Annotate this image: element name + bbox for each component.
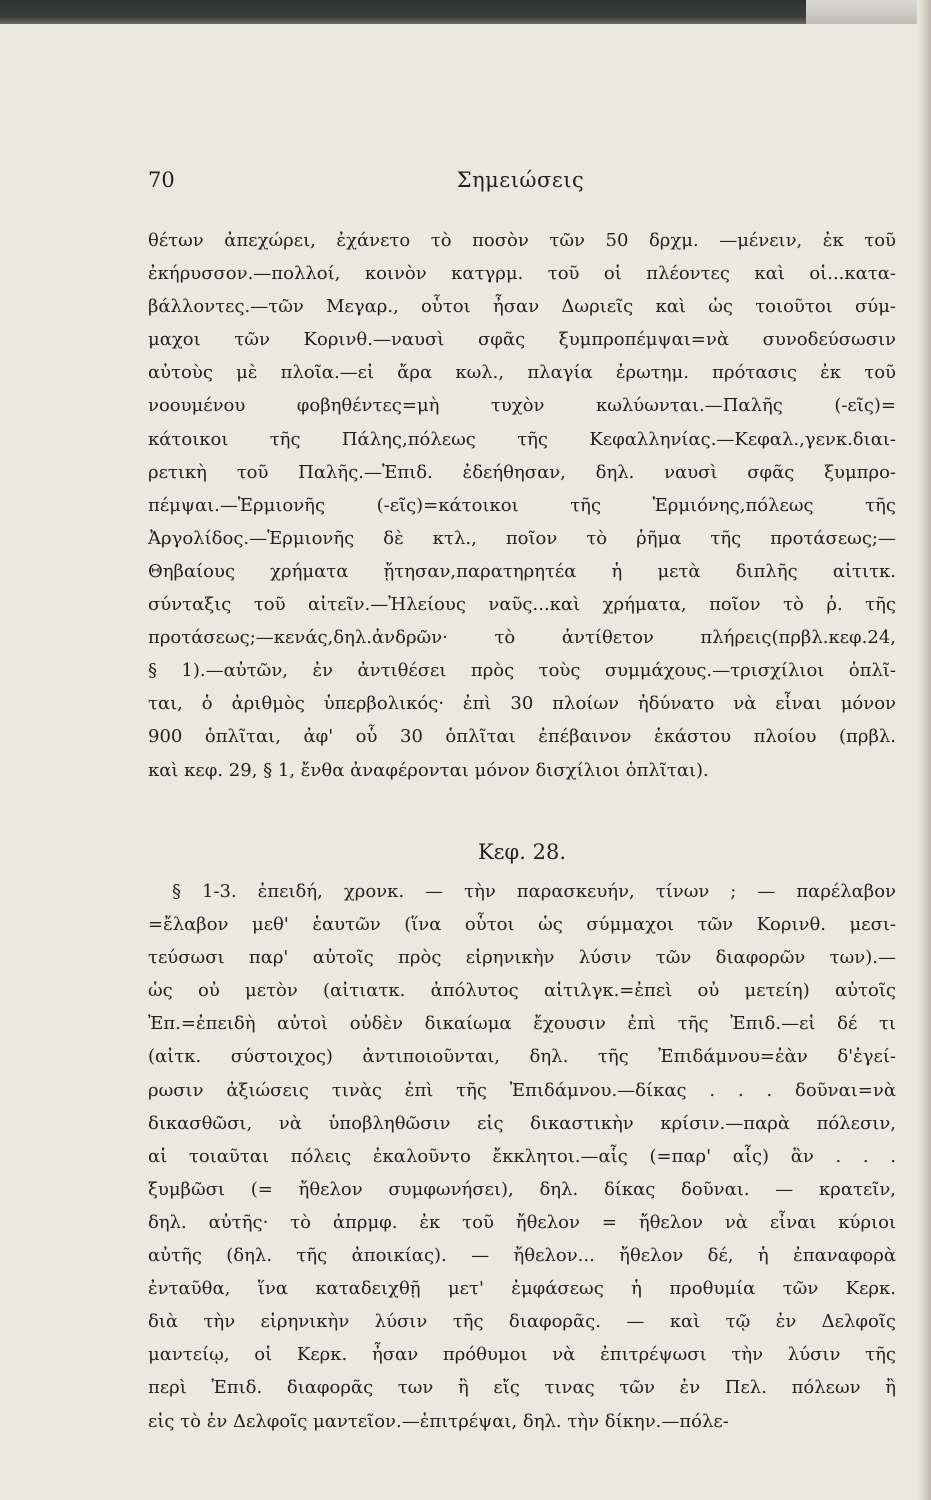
text-line: § 1-3. ἐπειδή, χρονκ. — τὴν παρασκευήν, τίνων ; — παρέλαβον bbox=[172, 881, 896, 902]
text-line: κάτοικοι τῆς Πάλης,πόλεως τῆς Κεφαλληνίας.—Κεφαλ.,γενκ.διαι- bbox=[148, 428, 896, 450]
scan-top-notch bbox=[806, 0, 931, 24]
text-line: πέμψαι.—Ἑρμιονῆς (-εῖς)=κάτοικοι τῆς Ἑρμιόνης,πόλεως τῆς bbox=[148, 494, 896, 516]
text-line: νοουμένου φοβηθέντες=μὴ τυχὸν κωλύωνται.—Παλῆς (-εῖς)= bbox=[148, 395, 896, 417]
text-line: ξυμβῶσι (= ἤθελον συμφωνήσει), δηλ. δίκας δοῦναι. — κρατεῖν, bbox=[148, 1178, 896, 1200]
text-line: ται, ὁ ἀριθμὸς ὑπερβολικός· ἐπὶ 30 πλοίων ἠδύνατο νὰ εἶναι μόνον bbox=[148, 693, 896, 715]
text-line: προτάσεως;—κενάς,δηλ.ἀνδρῶν· τὸ ἀντίθετον πλήρεις(πρβλ.κεφ.24, bbox=[148, 627, 896, 649]
text-line: 900 ὁπλῖται, ἀφ' οὗ 30 ὁπλῖται ἐπέβαινον ἑκάστου πλοίου (πρβλ. bbox=[148, 726, 896, 748]
text-line: περὶ Ἐπιδ. διαφορᾶς των ἢ εἴς τινας τῶν ἐν Πελ. πόλεων ἢ bbox=[148, 1377, 896, 1399]
text-line: § 1).—αὐτῶν, ἐν ἀντιθέσει πρὸς τοὺς συμμάχους.—τρισχίλιοι ὁπλῖ- bbox=[148, 660, 896, 682]
text-line: βάλλοντες.—τῶν Μεγαρ., οὗτοι ἦσαν Δωριεῖς καὶ ὡς τοιοῦτοι σύμ- bbox=[148, 296, 896, 318]
text-line: καὶ κεφ. 29, § 1, ἔνθα ἀναφέρονται μόνον δισχίλιοι ὁπλῖται). bbox=[148, 759, 709, 781]
text-line: αὐτῆς (δηλ. τῆς ἀποικίας). — ἤθελον... ἤθελον δέ, ἡ ἐπαναφορὰ bbox=[148, 1245, 896, 1267]
text-line: διὰ τὴν εἰρηνικὴν λύσιν τῆς διαφορᾶς. — καὶ τῷ ἐν Δελφοῖς bbox=[148, 1311, 896, 1333]
text-line: ὡς οὐ μετὸν (αἰτιατκ. ἀπόλυτος αἰτιλγκ.=ἐπεὶ οὐ μετείη) αὐτοῖς bbox=[148, 980, 896, 1002]
text-line: ἐκήρυσσον.—πολλοί, κοινὸν κατγρμ. τοῦ οἱ πλέοντες καὶ οἱ...κατα- bbox=[148, 263, 896, 285]
text-line: ρετικὴ τοῦ Παλῆς.—Ἐπιδ. ἐδεήθησαν, δηλ. ναυσὶ σφᾶς ξυμπρο- bbox=[148, 461, 896, 483]
text-line: τεύσωσι παρ' αὐτοῖς πρὸς εἰρηνικὴν λύσιν τῶν διαφορῶν των).— bbox=[148, 947, 896, 969]
text-line: αἱ τοιαῦται πόλεις ἐκαλοῦντο ἔκκλητοι.—αἷς (=παρ' αἷς) ἂν . . . bbox=[148, 1145, 896, 1167]
text-line: μαντείῳ, οἱ Κερκ. ἦσαν πρόθυμοι νὰ ἐπιτρέψωσι τὴν λύσιν τῆς bbox=[148, 1344, 896, 1366]
page-right-edge bbox=[917, 0, 931, 1500]
running-head: Σημειώσεις bbox=[456, 168, 585, 192]
text-line: ἐνταῦθα, ἵνα καταδειχθῇ μετ' ἐμφάσεως ἡ προθυμία τῶν Κερκ. bbox=[148, 1278, 896, 1300]
page-header bbox=[148, 160, 893, 200]
text-line: δηλ. αὐτῆς· τὸ ἀπρμφ. ἐκ τοῦ ἤθελον = ἤθελον νὰ εἶναι κύριοι bbox=[148, 1211, 896, 1233]
text-line: μαχοι τῶν Κορινθ.—ναυσὶ σφᾶς ξυμπροπέμψαι=νὰ συνοδεύσωσιν bbox=[148, 329, 896, 351]
text-line: Ἀργολίδος.—Ἑρμιονῆς δὲ κτλ., ποῖον τὸ ῥῆμα τῆς προτάσεως;— bbox=[148, 527, 896, 549]
upper-text-block bbox=[148, 224, 896, 787]
text-line: εἰς τὸ ἐν Δελφοῖς μαντεῖον.—ἐπιτρέψαι, δηλ. τὴν δίκην.—πόλε- bbox=[148, 1410, 729, 1432]
text-line: σύνταξις τοῦ αἰτεῖν.—Ἠλείους ναῦς...καὶ χρήματα, ποῖον τὸ ῥ. τῆς bbox=[148, 594, 896, 616]
text-line: =ἔλαβον μεθ' ἑαυτῶν (ἵνα οὗτοι ὡς σύμμαχοι τῶν Κορινθ. μεσι- bbox=[148, 914, 896, 936]
text-line: αὐτοὺς μὲ πλοῖα.—εἰ ἄρα κωλ., πλαγία ἐρωτημ. πρότασις ἐκ τοῦ bbox=[148, 362, 896, 384]
scan-top-strip bbox=[0, 0, 931, 24]
page-number: 70 bbox=[148, 168, 175, 192]
text-line: Θηβαίους χρήματα ᾔτησαν,παρατηρητέα ἡ μετὰ διπλῆς αἰτιτκ. bbox=[148, 560, 896, 582]
lower-text-block bbox=[148, 875, 896, 1438]
section-heading: Κεφ. 28. bbox=[477, 840, 567, 864]
text-line: θέτων ἀπεχώρει, ἐχάνετο τὸ ποσὸν τῶν 50 δρχμ. —μένειν, ἐκ τοῦ bbox=[148, 230, 896, 251]
text-line: ρωσιν ἀξιώσεις τινὰς ἐπὶ τῆς Ἐπιδάμνου.—δίκας . . . δοῦναι=νὰ bbox=[148, 1079, 896, 1101]
text-line: (αἰτκ. σύστοιχος) ἀντιποιοῦνται, δηλ. τῆς Ἐπιδάμνου=ἐὰν δ'ἐγεί- bbox=[148, 1046, 896, 1068]
text-line: δικασθῶσι, νὰ ὑποβληθῶσιν εἰς δικαστικὴν κρίσιν.—παρὰ πόλεσιν, bbox=[148, 1112, 896, 1134]
text-line: Ἐπ.=ἐπειδὴ αὐτοὶ οὐδὲν δικαίωμα ἔχουσιν ἐπὶ τῆς Ἐπιδ.—εἰ δέ τι bbox=[148, 1013, 896, 1035]
